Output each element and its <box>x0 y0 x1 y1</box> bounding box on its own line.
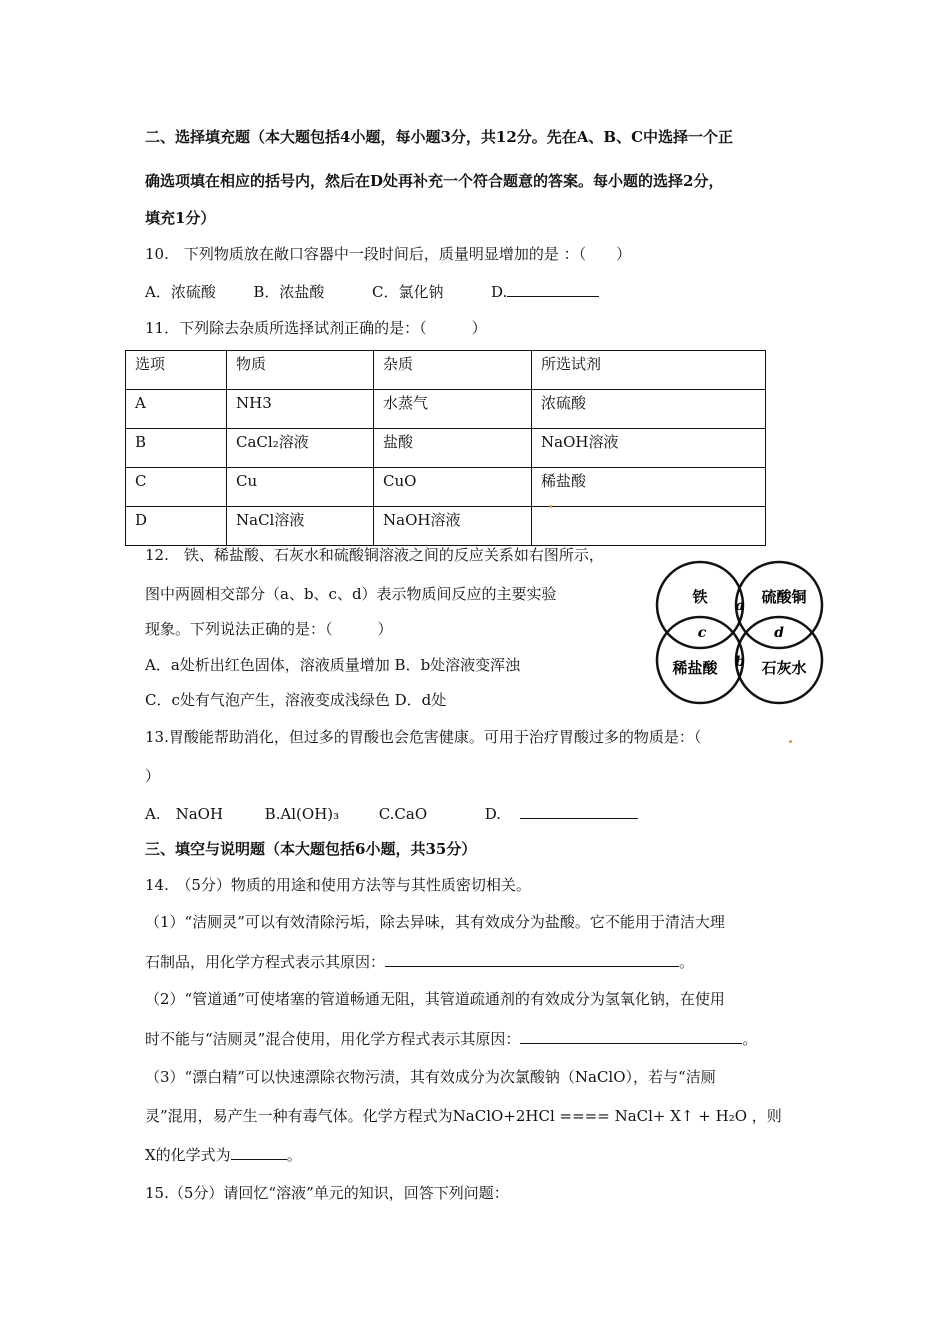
label-c: c <box>697 625 707 641</box>
venn-diagram <box>652 560 827 705</box>
stray-mark <box>789 740 792 743</box>
q14-p3-answer-blank[interactable] <box>231 1144 287 1160</box>
q11-stem: 11．下列除去杂质所选择试剂正确的是：（ ） <box>145 319 487 337</box>
q14-p3-end: 。 <box>286 1146 302 1164</box>
label-a: a <box>735 598 745 614</box>
q12-line5: C．c处有气泡产生，溶液变成浅绿色 D．d处 <box>145 691 447 709</box>
header-substance: 物质 <box>227 351 374 390</box>
header-option: 选项 <box>126 351 227 390</box>
section2-heading-line2: 确选项填在相应的括号内，然后在D处再补充一个符合题意的答案。每小题的选择2分， <box>145 172 724 190</box>
q14-p1-line2 <box>145 951 694 973</box>
q11-table <box>125 350 766 546</box>
section3-heading: 三、填空与说明题（本大题包括6小题，共35分） <box>145 840 477 858</box>
row-c-option: C <box>126 468 227 507</box>
q13-option-b: B.Al(OH)₃ <box>264 805 340 823</box>
q12-line3: 现象。下列说法正确的是：（ ） <box>145 620 393 638</box>
q14-p2-answer-blank[interactable] <box>520 1028 742 1044</box>
q12-line1: 12. 铁、稀盐酸、石灰水和硫酸铜溶液之间的反应关系如右图所示， <box>145 546 604 564</box>
row-b-reagent: NaOH溶液 <box>532 429 766 468</box>
section2-heading-line3: 填充1分） <box>145 209 216 227</box>
q10-answer-blank[interactable] <box>507 281 599 297</box>
table-row <box>126 390 766 429</box>
q13-option-a: A. NaOH <box>145 805 224 823</box>
header-reagent: 所选试剂 <box>532 351 766 390</box>
q14-stem: 14. （5分）物质的用途和使用方法等与其性质密切相关。 <box>145 876 531 894</box>
q10-options <box>145 281 599 303</box>
q14-p3-line3 <box>145 1144 302 1166</box>
q10-option-a: A．浓硫酸 <box>145 283 216 301</box>
stray-mark <box>549 505 552 508</box>
label-copper-sulfate: 硫酸铜 <box>761 588 807 606</box>
q10-option-d: D. <box>491 283 508 301</box>
table-row <box>126 429 766 468</box>
q13-answer-blank[interactable] <box>520 803 638 819</box>
q15-stem: 15.（5分）请回忆“溶液”单元的知识，回答下列问题： <box>145 1184 509 1202</box>
row-a-reagent: 浓硫酸 <box>532 390 766 429</box>
q14-p2-line2 <box>145 1028 757 1050</box>
q10-option-b: B．浓盐酸 <box>253 283 325 301</box>
q13-option-d: D. <box>484 805 501 823</box>
row-b-option: B <box>126 429 227 468</box>
label-hydrochloric-acid: 稀盐酸 <box>672 659 718 677</box>
q12-line2: 图中两圆相交部分（a、b、c、d）表示物质间反应的主要实验 <box>145 585 557 603</box>
q14-p2-text: 时不能与“洁厕灵”混合使用，用化学方程式表示其原因： <box>145 1030 521 1048</box>
q12-line4: A．a处析出红色固体，溶液质量增加 B．b处溶液变浑浊 <box>145 656 521 674</box>
row-a-option: A <box>126 390 227 429</box>
q13-line1: 13.胃酸能帮助消化，但过多的胃酸也会危害健康。可用于治疗胃酸过多的物质是：（ <box>145 728 702 746</box>
row-c-impurity: CuO <box>374 468 532 507</box>
label-iron: 铁 <box>692 588 708 606</box>
row-b-substance: CaCl₂溶液 <box>227 429 374 468</box>
q13-line2: ） <box>145 767 161 785</box>
row-d-option: D <box>126 507 227 546</box>
q13-options <box>145 803 638 825</box>
q14-p1-end: 。 <box>679 953 695 971</box>
q14-p2-end: 。 <box>742 1030 758 1048</box>
table-header-row <box>126 351 766 390</box>
q10-stem: 10. 下列物质放在敞口容器中一段时间后，质量明显增加的是 ：（ ） <box>145 245 632 263</box>
label-b: b <box>735 654 745 670</box>
row-d-impurity: NaOH溶液 <box>374 507 532 546</box>
q13-option-c: C.CaO <box>378 805 428 823</box>
row-c-reagent: 稀盐酸 <box>532 468 766 507</box>
row-d-substance: NaCl溶液 <box>227 507 374 546</box>
row-b-impurity: 盐酸 <box>374 429 532 468</box>
header-impurity: 杂质 <box>374 351 532 390</box>
q14-p1-line1: （1）“洁厕灵”可以有效清除污垢，除去异味，其有效成分为盐酸。它不能用于清洁大理 <box>145 913 725 931</box>
section2-heading-line1: 二、选择填充题（本大题包括4小题，每小题3分，共12分。先在A、B、C中选择一个正 <box>145 128 734 146</box>
q14-p3-text: X的化学式为 <box>145 1146 231 1164</box>
table-row <box>126 507 766 546</box>
q10-option-c: C．氯化钠 <box>372 283 444 301</box>
row-a-substance: NH3 <box>227 390 374 429</box>
q14-p3-line1: （3）“漂白精”可以快速漂除衣物污渍，其有效成分为次氯酸钠（NaClO），若与“洁厕 <box>145 1068 716 1086</box>
label-d: d <box>774 625 784 641</box>
row-d-reagent <box>532 507 766 546</box>
row-a-impurity: 水蒸气 <box>374 390 532 429</box>
label-limewater: 石灰水 <box>761 659 807 677</box>
q14-p2-line1: （2）“管道通”可使堵塞的管道畅通无阻，其管道疏通剂的有效成分为氢氧化钠，在使用 <box>145 990 725 1008</box>
q14-p3-line2: 灵”混用，易产生一种有毒气体。化学方程式为NaClO+2HCl ==== NaCl+ X↑ + H₂O ，则 <box>145 1107 782 1125</box>
q14-p1-answer-blank[interactable] <box>385 951 679 967</box>
table-row <box>126 468 766 507</box>
q14-p1-text: 石制品，用化学方程式表示其原因： <box>145 953 386 971</box>
row-c-substance: Cu <box>227 468 374 507</box>
